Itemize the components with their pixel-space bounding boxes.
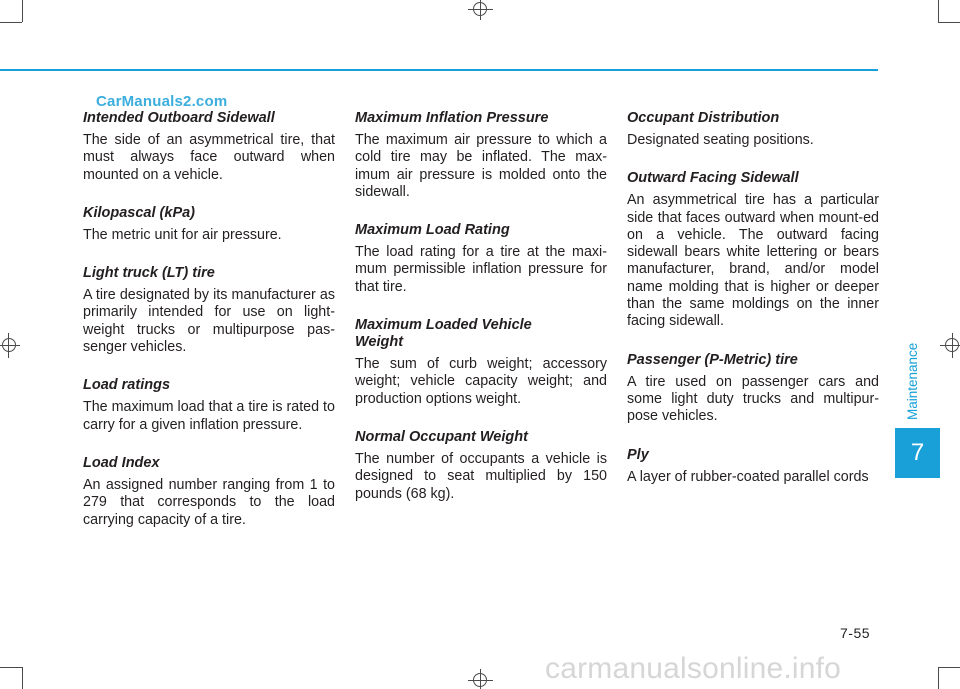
- entry-heading: Maximum Inflation Pressure: [355, 110, 549, 126]
- definition-entry: [355, 222, 607, 296]
- definition-entry: [83, 455, 335, 529]
- crop-mark: [938, 0, 939, 22]
- entry-heading: Normal Occupant Weight: [355, 428, 528, 445]
- entry-body: The metric unit for air pressure.: [83, 226, 282, 243]
- crop-mark: [938, 667, 939, 689]
- registration-circle-top: [473, 2, 487, 16]
- entry-body: The sum of curb weight; accessory weight; vehicle capacity weight; and production options weight.: [355, 356, 607, 407]
- text-column-1: [83, 110, 335, 550]
- crop-mark: [0, 667, 22, 668]
- section-label: Maintenance: [905, 342, 920, 420]
- entry-heading: Maximum Loaded Vehicle Weight: [355, 317, 532, 351]
- section-side-tab: [905, 342, 921, 420]
- crop-mark: [22, 667, 23, 689]
- watermark-bottom: carmanualsonline.info: [545, 652, 842, 685]
- entry-body: A tire designated by its manufacturer as primarily intended for use on light-weight trucks or multipurpose pas-senger vehicles.: [83, 287, 335, 356]
- entry-heading: Ply: [627, 446, 649, 463]
- entry-heading: Passenger (P-Metric) tire: [627, 351, 798, 368]
- chapter-badge: [895, 428, 940, 478]
- crop-mark: [22, 0, 23, 22]
- watermark-top: CarManuals2.com: [96, 93, 228, 110]
- entry-heading: Load Index: [83, 454, 160, 471]
- definition-entry: [83, 377, 335, 434]
- registration-circle-left: [2, 338, 16, 352]
- page-number: 7-55: [840, 625, 871, 641]
- entry-body: An asymmetrical tire has a particular side that faces outward when mount-ed on a vehicle. The outward facing sidewall bears white lettering or bears manufacturer, brand, and/or model name molding that is higher or deeper than the same moldings on the inner facing sidewall.: [627, 192, 879, 330]
- entry-heading: Intended Outboard Sidewall: [83, 110, 275, 126]
- entry-heading: Kilopascal (kPa): [83, 204, 196, 221]
- definition-entry: [627, 352, 879, 426]
- entry-body: The load rating for a tire at the maxi-mum permissible inflation pressure for that tire.: [355, 244, 607, 295]
- definition-entry: [83, 110, 335, 184]
- chapter-number: 7: [910, 439, 925, 466]
- entry-heading: Occupant Distribution: [627, 110, 780, 126]
- definition-entry: [83, 205, 335, 244]
- entry-body: The maximum load that a tire is rated to carry for a given inflation pressure.: [83, 399, 335, 433]
- entry-heading: Maximum Load Rating: [355, 222, 510, 239]
- definition-entry: [355, 317, 607, 408]
- crop-mark: [938, 667, 960, 668]
- definition-entry: [627, 447, 879, 486]
- entry-body: An assigned number ranging from 1 to 279 that corresponds to the load carrying capacity of a tire.: [83, 476, 335, 528]
- text-column-2: [355, 110, 607, 524]
- definition-entry: [83, 265, 335, 356]
- entry-body: A layer of rubber-coated parallel cords: [627, 468, 869, 485]
- entry-heading: Outward Facing Sidewall: [627, 170, 799, 187]
- crop-mark: [938, 22, 960, 23]
- entry-heading: Light truck (LT) tire: [83, 265, 215, 282]
- crop-mark: [0, 22, 22, 23]
- entry-body: The maximum air pressure to which a cold tire may be inflated. The max-imum air pressure is molded onto the sidewall.: [355, 132, 607, 200]
- entry-heading: Load ratings: [83, 377, 171, 394]
- registration-circle-right: [945, 338, 959, 352]
- definition-entry: [355, 429, 607, 503]
- definition-entry: [627, 170, 879, 330]
- header-rule: [0, 69, 878, 71]
- entry-body: The side of an asymmetrical tire, that must always face outward when mounted on a vehicle.: [83, 132, 335, 183]
- registration-circle-bottom: [473, 673, 487, 687]
- entry-body: Designated seating positions.: [627, 132, 814, 148]
- text-column-3: [627, 110, 879, 507]
- entry-body: A tire used on passenger cars and some light duty trucks and multipur-pose vehicles.: [627, 373, 879, 425]
- definition-entry: [627, 110, 879, 149]
- entry-body: The number of occupants a vehicle is designed to seat multiplied by 150 pounds (68 kg).: [355, 450, 607, 502]
- definition-entry: [355, 110, 607, 201]
